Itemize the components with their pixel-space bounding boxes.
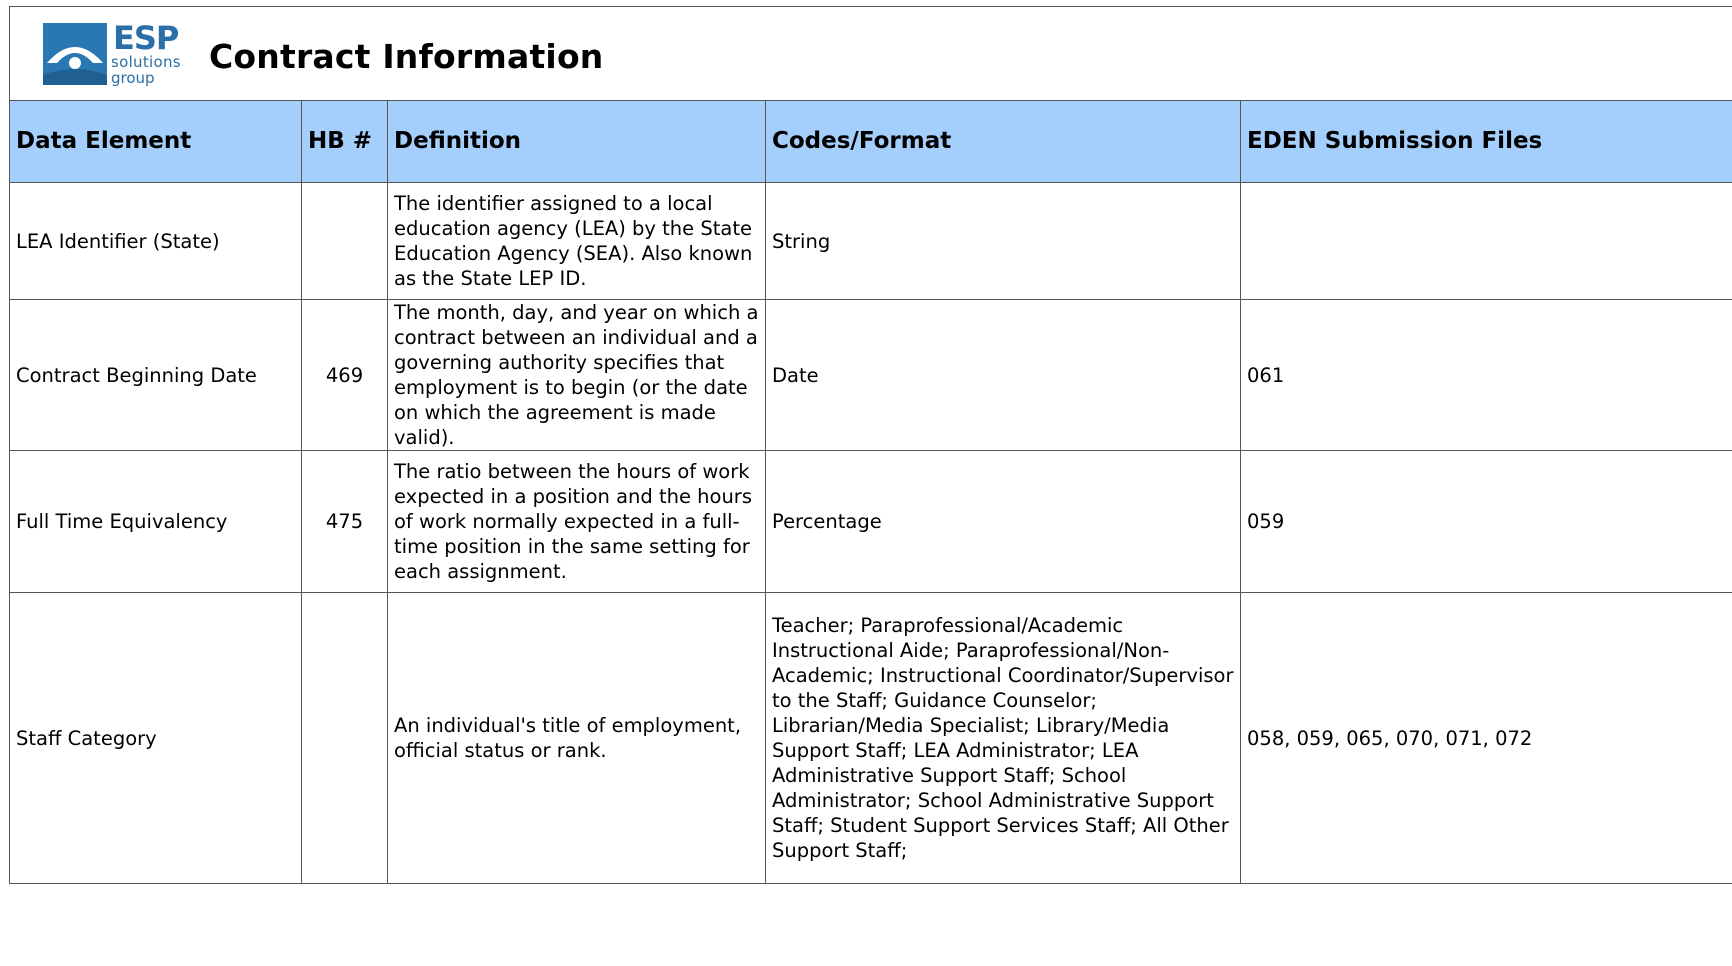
cell-codes-format: String [766, 183, 1241, 300]
cell-eden-files [1241, 183, 1732, 300]
cell-hb-number: 469 [302, 300, 388, 451]
cell-data-element: Full Time Equivalency [10, 451, 302, 593]
cell-definition: The identifier assigned to a local education agency (LEA) by the State Education Agency (SEA). Also known as the State LEP ID. [388, 183, 766, 300]
contract-table [9, 100, 1732, 884]
cell-data-element: Contract Beginning Date [10, 300, 302, 451]
cell-hb-number [302, 593, 388, 884]
cell-data-element: Staff Category [10, 593, 302, 884]
table-row [10, 451, 1732, 593]
cell-codes-format: Date [766, 300, 1241, 451]
esp-logo-mark-icon [43, 23, 107, 85]
header-data-element: Data Element [10, 101, 302, 183]
cell-data-element: LEA Identifier (State) [10, 183, 302, 300]
logo-group: group [111, 69, 155, 87]
cell-eden-files: 058, 059, 065, 070, 071, 072 [1241, 593, 1732, 884]
table-row [10, 593, 1732, 884]
cell-definition: The month, day, and year on which a contract between an individual and a governing authority specifies that employment is to begin (or the date on which the agreement is made valid). [388, 300, 766, 451]
cell-hb-number: 475 [302, 451, 388, 593]
cell-hb-number [302, 183, 388, 300]
header-hb-number: HB # [302, 101, 388, 183]
logo-solutions: solutions [111, 53, 181, 71]
cell-eden-files: 059 [1241, 451, 1732, 593]
cell-definition: An individual's title of employment, official status or rank. [388, 593, 766, 884]
esp-logo [43, 21, 203, 91]
header-codes-format: Codes/Format [766, 101, 1241, 183]
page-title: Contract Information [209, 37, 604, 76]
table-header-row [10, 101, 1732, 183]
cell-codes-format: Percentage [766, 451, 1241, 593]
cell-codes-format: Teacher; Paraprofessional/Academic Instructional Aide; Paraprofessional/Non-Academic; Instructional Coordinator/Supervisor to the Staff; Guidance Counselor; Librarian/Media Specialist; Library/Media Support Staff; LEA Administrator; LEA Administrative Support Staff; School Administrator; School Administrative Support Staff; Student Support Services Staff; All Other Support Staff; [766, 593, 1241, 884]
table-row [10, 183, 1732, 300]
header-eden-files: EDEN Submission Files [1241, 101, 1732, 183]
header-definition: Definition [388, 101, 766, 183]
page-header [9, 6, 1732, 100]
logo-esp: ESP [113, 19, 179, 57]
cell-eden-files: 061 [1241, 300, 1732, 451]
table-row [10, 300, 1732, 451]
cell-definition: The ratio between the hours of work expected in a position and the hours of work normally expected in a full-time position in the same setting for each assignment. [388, 451, 766, 593]
